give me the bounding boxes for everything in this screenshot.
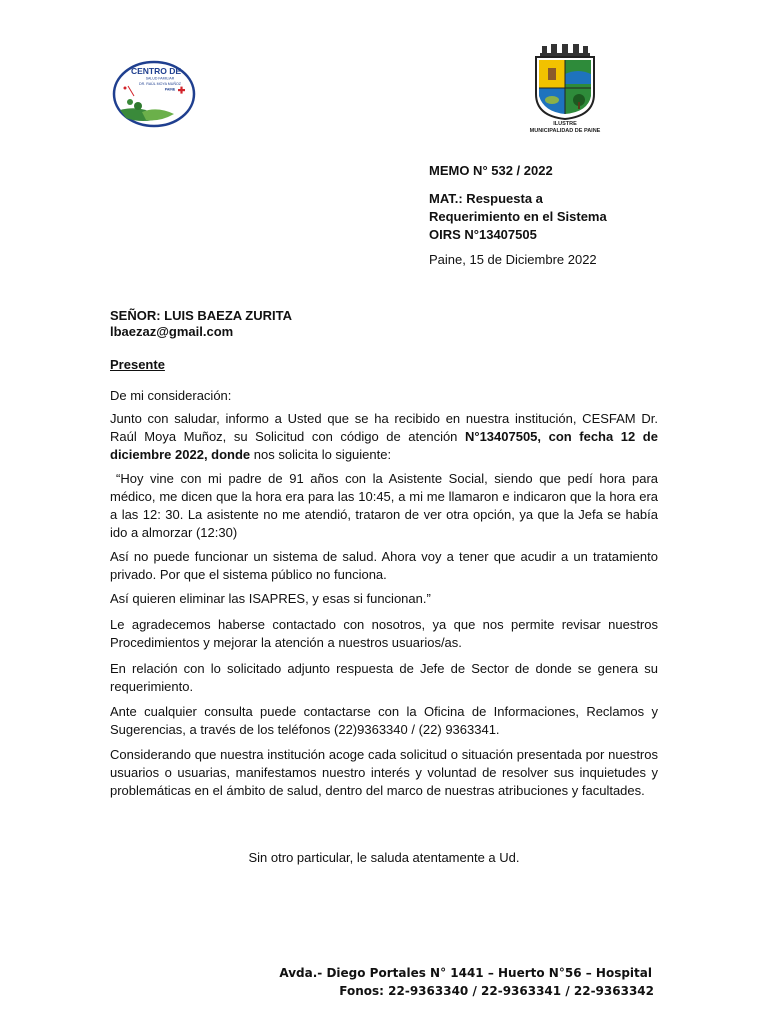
paragraph-quote-1-text: “Hoy vine con mi padre de 91 años con la Asistente Social, siendo que pedí hora para médico, me dicen que la hora era para las 10:45, a mi me llamaron e indicaron que la hora era a las 12: 30. La asistente no me atendió, trataron de ver otra opción, ya que la Jefa se había ido a almorzar (12:30): [110, 471, 658, 540]
municipality-text-line1: ILUSTRE: [553, 121, 577, 127]
presente-heading: Presente: [110, 357, 165, 372]
cesfam-logo-line2: SALUD FAMILIAR: [145, 76, 175, 81]
cesfam-logo-line3: DR. RAÚL MOYA MUÑOZ: [139, 82, 181, 86]
greeting: De mi consideración:: [110, 388, 232, 403]
paragraph-intro-part3: nos solicita lo siguiente:: [250, 447, 392, 462]
municipality-text-line2: MUNICIPALIDAD DE PAINE: [529, 128, 601, 134]
paragraph-contact: Ante cualquier consulta puede contactarse con la Oficina de Informaciones, Reclamos y Sugerencias, a través de los teléfonos (22)9363340 / (22) 9363341.: [110, 704, 658, 737]
footer-address: Avda.- Diego Portales N° 1441 – Huerto N°56 – Hospital: [279, 966, 652, 980]
paragraph-quote-3: Así quieren eliminar las ISAPRES, y esas si funcionan.”: [110, 591, 431, 606]
paragraph-quote-2: Así no puede funcionar un sistema de salud. Ahora voy a tener que acudir a un tratamiento privado. Por que el sistema público no funciona.: [110, 549, 658, 582]
memo-subject-line3: OIRS N°13407505: [429, 227, 537, 242]
cesfam-logo: [112, 60, 196, 128]
place-date: Paine, 15 de Diciembre 2022: [429, 252, 597, 267]
footer-phones: Fonos: 22-9363340 / 22-9363341 / 22-9363342: [339, 984, 654, 998]
recipient-email: lbaezaz@gmail.com: [110, 324, 234, 339]
memo-number: MEMO N° 532 / 2022: [429, 163, 553, 178]
paragraph-intro: [110, 410, 658, 464]
memo-subject-line2: Requerimiento en el Sistema: [429, 209, 607, 224]
paragraph-intro-bold: N°13407505, con fecha 12 de diciembre 2022, donde: [110, 429, 658, 462]
memo-subject: [429, 190, 607, 244]
paragraph-quote-1: [110, 470, 658, 542]
cesfam-logo-line4: PAINE: [164, 87, 176, 92]
paragraph-intro-part1: Junto con saludar, informo a Usted que se ha recibido en nuestra institución, CESFAM Dr. Raúl Moya Muñoz, su Solicitud con código de atención: [110, 411, 658, 444]
cesfam-logo-line1: CENTRO DE: [130, 66, 182, 76]
paragraph-considering: Considerando que nuestra institución acoge cada solicitud o situación presentada por nuestros usuarios o usuarias, manifestamos nuestro interés y voluntad de resolver sus inquietudes y problemáticas en el ámbito de salud, dentro del marco de nuestras atribuciones y facultades.: [110, 747, 658, 798]
paragraph-attachment: En relación con lo solicitado adjunto respuesta de Jefe de Sector de donde se genera su requerimiento.: [110, 661, 658, 694]
recipient-name: SEÑOR: LUIS BAEZA ZURITA: [110, 308, 292, 323]
paragraph-thanks: Le agradecemos haberse contactado con nosotros, ya que nos permite revisar nuestros Procedimientos y mejorar la atención a nuestros usuarios/as.: [110, 617, 658, 650]
memo-subject-line1: MAT.: Respuesta a: [429, 191, 543, 206]
closing-line: Sin otro particular, le saluda atentamente a Ud.: [248, 850, 520, 865]
